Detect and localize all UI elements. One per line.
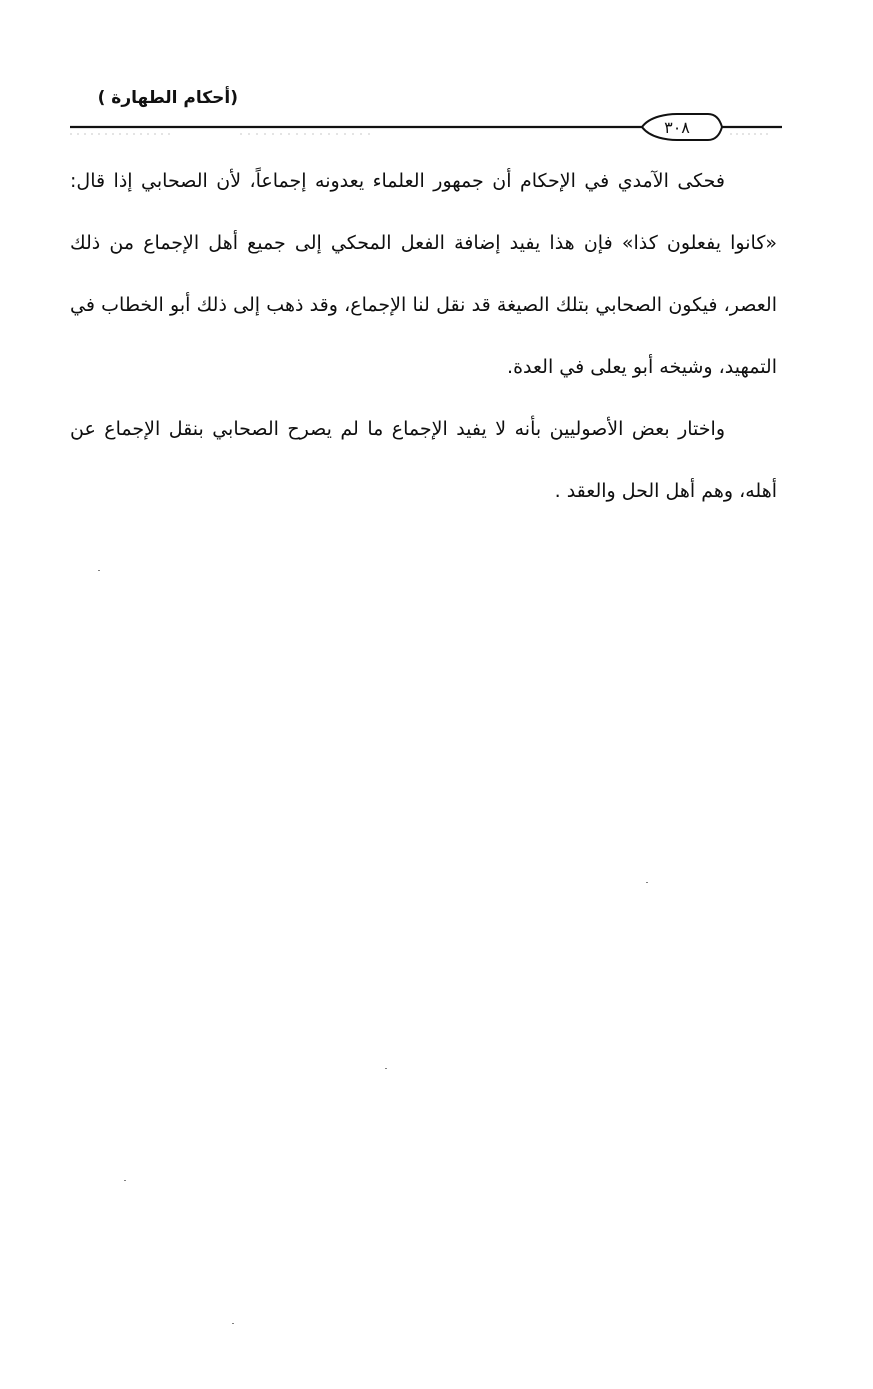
running-header-title: (أحكام الطهارة ) <box>97 88 238 108</box>
page-number: ٣٠٨ <box>664 118 690 137</box>
scan-speck <box>385 1068 387 1069</box>
paragraph: فحكى الآمدي في الإحكام أن جمهور العلماء يعدونه إجماعاً، لأن الصحابي إذا قال: «كانوا يفعلون كذا» فإن هذا يفيد إضافة الفعل المحكي إلى جميع أهل الإجماع من ذلك العصر، فيكون الصحابي بتلك الصيغة قد نقل لنا الإجماع، وقد ذهب إلى ذلك أبو الخطاب في التمهيد، وشيخه أبو يعلى في العدة. <box>70 170 777 378</box>
body-text <box>70 150 777 522</box>
scan-speck <box>98 570 100 571</box>
scan-speck <box>646 882 648 883</box>
scan-speck <box>124 1180 126 1181</box>
scan-speck <box>232 1323 234 1324</box>
header-rule <box>70 110 782 144</box>
paragraph: واختار بعض الأصوليين بأنه لا يفيد الإجماع ما لم يصرح الصحابي بنقل الإجماع عن أهله، وهم أهل الحل والعقد . <box>70 418 777 502</box>
